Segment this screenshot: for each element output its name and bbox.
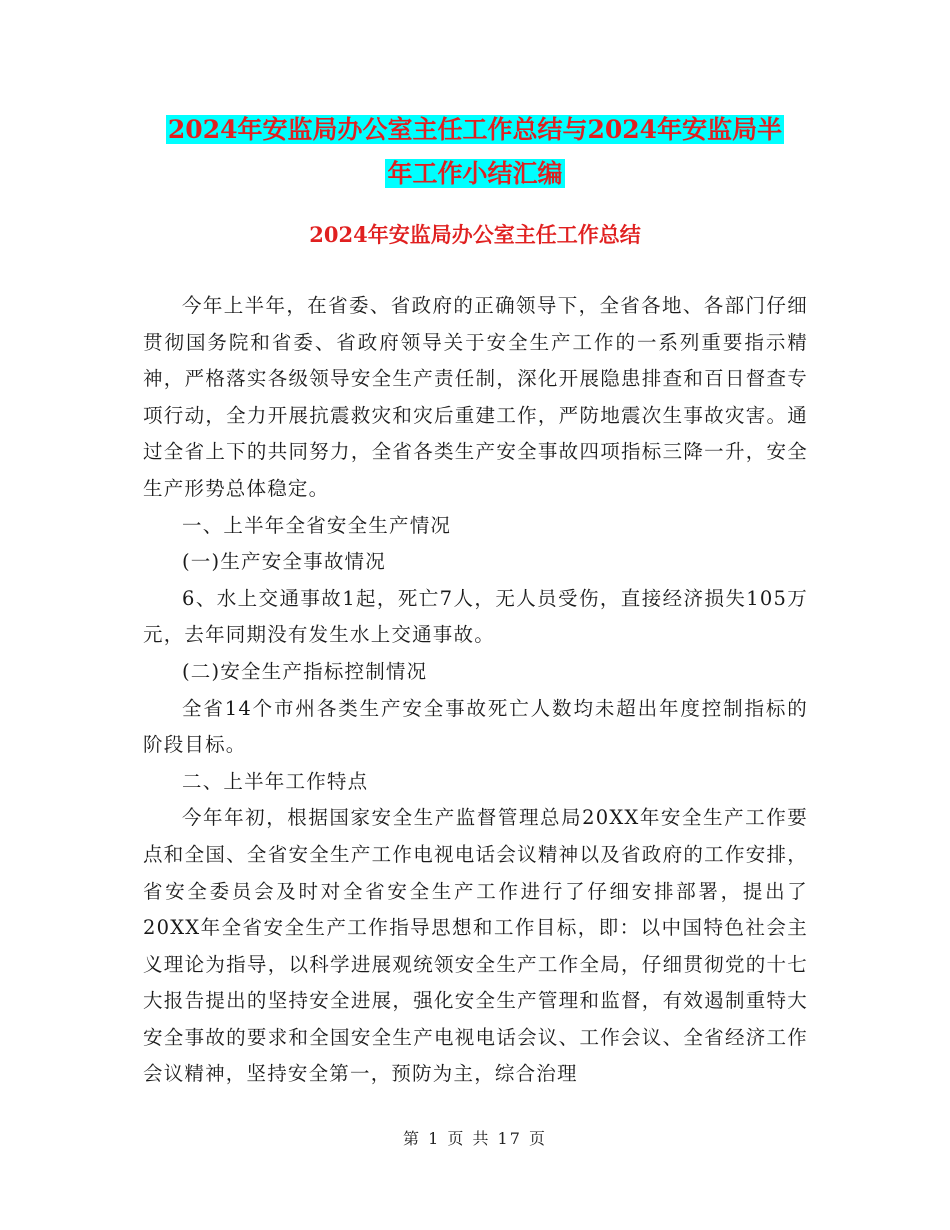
page-footer: 第 1 页 共 17 页 bbox=[403, 1129, 547, 1148]
document-title-line-1-text: 2024年安监局办公室主任工作总结与2024年安监局半 bbox=[167, 115, 783, 144]
paragraph-indicators: 全省14个市州各类生产安全事故死亡人数均未超出年度控制指标的阶段目标。 bbox=[143, 696, 808, 757]
heading-section-1: 一、上半年全省安全生产情况 bbox=[182, 513, 452, 537]
document-title-line-1 bbox=[0, 108, 950, 152]
document-title-line-2 bbox=[0, 152, 950, 196]
document-title-line-2-text: 年工作小结汇编 bbox=[387, 159, 563, 188]
heading-section-2: 二、上半年工作特点 bbox=[182, 769, 369, 793]
heading-subsection-1: (一)生产安全事故情况 bbox=[182, 550, 386, 574]
section-title: 2024年安监局办公室主任工作总结 bbox=[309, 222, 641, 247]
paragraph-work-features: 今年年初，根据国家安全生产监督管理总局20XX年安全生产工作要点和全国、全省安全生产工作电视电话会议精神以及省政府的工作安排，省安全委员会及时对全省安全生产工作进行了仔细安排部署，提出了20XX年全省安全生产工作指导思想和工作目标，即：以中国特色社会主义理论为指导，以科学进展观统领安全生产工作全局，仔细贯彻党的十七大报告提出的坚持安全进展，强化安全生产管理和监督，有效遏制重特大安全事故的要求和全国安全生产电视电话会议、工作会议、全省经济工作会议精神，坚持安全第一，预防为主，综合治理 bbox=[143, 806, 808, 1086]
document-body bbox=[143, 288, 808, 1093]
paragraph-intro: 今年上半年，在省委、省政府的正确领导下，全省各地、各部门仔细贯彻国务院和省委、省政府领导关于安全生产工作的一系列重要指示精神，严格落实各级领导安全生产责任制，深化开展隐患排查和百日督查专项行动，全力开展抗震救灾和灾后重建工作，严防地震次生事故灾害。通过全省上下的共同努力，全省各类生产安全事故四项指标三降一升，安全生产形势总体稳定。 bbox=[143, 294, 808, 500]
paragraph-water-traffic: 6、水上交通事故1起，死亡7人，无人员受伤，直接经济损失105万元，去年同期没有发生水上交通事故。 bbox=[143, 586, 808, 647]
heading-subsection-2: (二)安全生产指标控制情况 bbox=[182, 659, 428, 683]
